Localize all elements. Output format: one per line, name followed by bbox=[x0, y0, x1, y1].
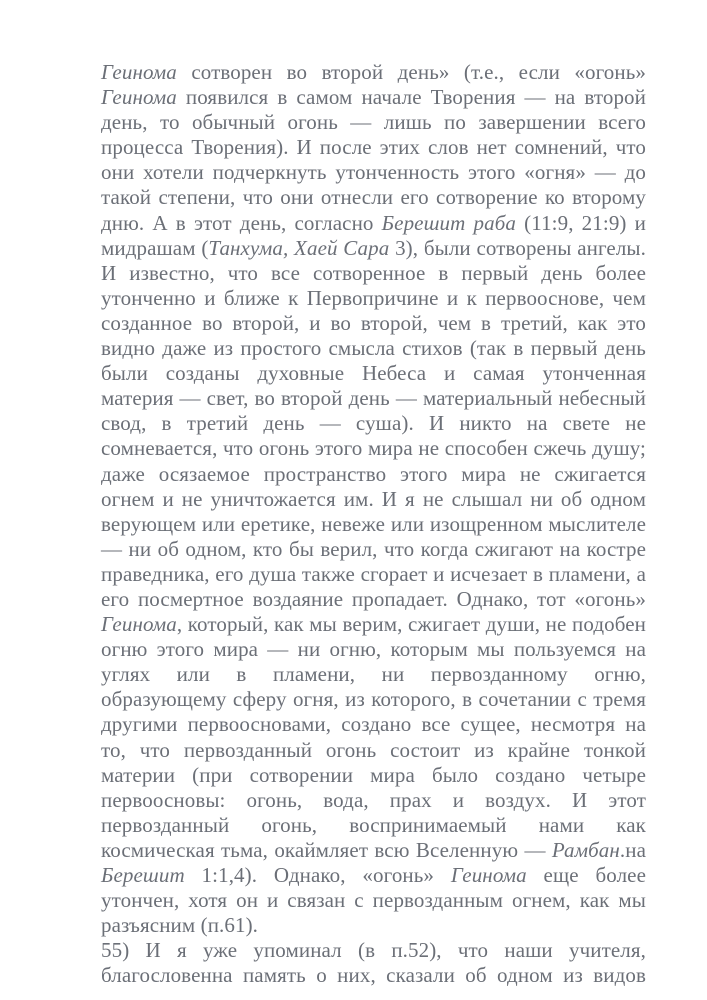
italic-text-run: Геинома bbox=[101, 60, 177, 84]
text-run: 3), были сотворены ангелы. И известно, что все сотворенное в первый день более утонченно и ближе к Первопричине и к первооснове, чем созданное во второй, и во второй, чем в третий, как это видно даже из простого смысла стихов (так в первый день были созданы духовные Небеса и самая утонченная материя — свет, во второй день — материальный небесный свод, в третий день — суша). И никто на свете не сомневается, что огонь этого мира не способен сжечь душу; даже осязаемое пространство этого мира не сжигается огнем и не уничтожается им. И я не слышал ни об одном верующем или еретике, невеже или изощренном мыслителе — ни об одном, кто бы верил, что когда сжигают на костре праведника, его душа также сгорает и исчезает в пламени, а его посмертное воздаяние пропадает. Однако, тот «огонь» bbox=[101, 235, 646, 611]
italic-text-run: Геинома bbox=[101, 85, 177, 110]
italic-text-run: Геинома bbox=[101, 612, 177, 637]
text-run: .на bbox=[619, 837, 646, 862]
text-run: 1:1,4). Однако, «огонь» bbox=[184, 863, 451, 887]
text-run: появился в самом начале Творения — на второй день, то обычный огонь — лишь по завершении всего процесса Творения). И после этих слов нет сомнений, что они хотели подчеркнуть утонченность этого «огня» — до такой степени, что они отнесли его сотворение ко второму дню. А в этот день, согласно bbox=[101, 85, 646, 235]
italic-text-run: Танхума, Хаей Сара bbox=[208, 235, 390, 260]
text-run: 55) И я уже упоминал (в п.52), что наши учителя, благословенна память о них, сказали об одном из видов bbox=[101, 938, 646, 988]
text-run: сотворен во второй день» (т.е., если «огонь» bbox=[176, 60, 646, 84]
paragraph-55 bbox=[101, 938, 646, 988]
text-column bbox=[101, 60, 646, 988]
italic-text-run: Берешит раба bbox=[381, 210, 517, 235]
text-run: , который, как мы верим, сжигает души, не подобен огню этого мира — ни огню, которым мы пользуемся на углях или в пламени, ни первозданному огню, образующему сферу огня, из которого, в сочетании с тремя другими первоосновами, создано все сущее, несмотря на то, что первозданный огонь состоит из крайне тонкой материи (при сотворении мира было создано четыре первоосновы: огонь, вода, прах и воздух. И этот первозданный огонь, воспринимаемый нами как космическая тьма, окаймляет всю Вселенную — bbox=[101, 612, 646, 862]
text-run: (11:9, 21:9) и мидрашам ( bbox=[101, 210, 646, 260]
italic-text-run: Берешит bbox=[101, 863, 185, 887]
paragraph-continuation bbox=[101, 60, 646, 938]
text-run: еще более утончен, хотя он и связан с первозданным огнем, как мы разъясним (п.61). bbox=[101, 863, 646, 938]
italic-text-run: Геинома bbox=[450, 863, 527, 887]
italic-text-run: Рамбан bbox=[551, 837, 620, 862]
